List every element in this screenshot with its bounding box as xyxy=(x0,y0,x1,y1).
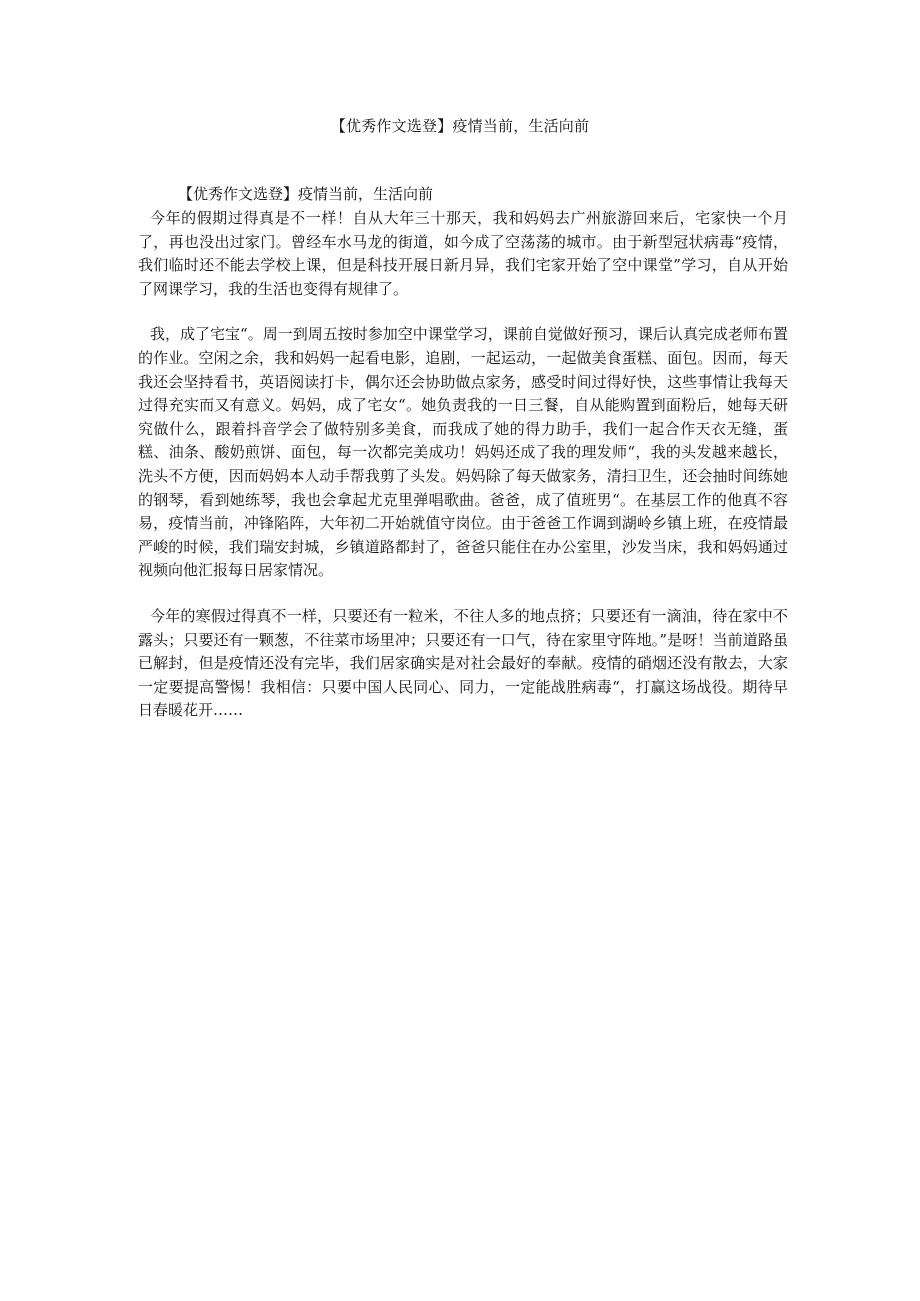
paragraph-spacer xyxy=(138,583,788,605)
document-title: 【优秀作文选登】疫情当前，生活向前 xyxy=(330,117,590,135)
article-subtitle: 【优秀作文选登】疫情当前，生活向前 xyxy=(178,185,434,203)
document-body xyxy=(138,183,788,723)
paragraph-1: 今年的假期过得真是不一样！自从大年三十那天，我和妈妈去广州旅游回来后，宅家快一个月了，再也没出过家门。曾经车水马龙的街道，如今成了空荡荡的城市。由于新型冠状病毒“疫情，我们临时还不能去学校上课，但是科技开展日新月异，我们宅家开始了空中课堂”学习，自从开始了网课学习，我的生活也变得有规律了。 xyxy=(138,209,788,298)
paragraph-3: 今年的寒假过得真不一样，只要还有一粒米，不往人多的地点挤；只要还有一滴油，待在家中不露头；只要还有一颗葱，不往菜市场里冲；只要还有一口气，待在家里守阵地。”是呀！当前道路虽已解封，但是疫情还没有完毕，我们居家确实是对社会最好的奉献。疫情的硝烟还没有散去，大家一定要提高警惕！我相信：只要中国人民同心、同力，一定能战胜病毒“，打赢这场战役。期待早日春暖花开…… xyxy=(138,606,788,720)
paragraph-spacer xyxy=(138,301,788,323)
paragraph-2: 我，成了宅宝“。周一到周五按时参加空中课堂学习，课前自觉做好预习，课后认真完成老师布置的作业。空闲之余，我和妈妈一起看电影，追剧，一起运动，一起做美食蛋糕、面包。因而，每天我还会坚持看书，英语阅读打卡，偶尔还会协助做点家务，感受时间过得好快，这些事情让我每天过得充实而又有意义。妈妈，成了宅女“。她负责我的一日三餐，自从能购置到面粉后，她每天研究做什么，跟着抖音学会了做特别多美食，而我成了她的得力助手，我们一起合作天衣无缝，蛋糕、油条、酸奶煎饼、面包，每一次都完美成功！妈妈还成了我的理发师“，我的头发越来越长，洗头不方便，因而妈妈本人动手帮我剪了头发。妈妈除了每天做家务，清扫卫生，还会抽时间练她的钢琴，看到她练琴，我也会拿起尤克里弹唱歌曲。爸爸，成了值班男“。在基层工作的他真不容易，疫情当前，冲锋陷阵，大年初二开始就值守岗位。由于爸爸工作调到湖岭乡镇上班，在疫情最严峻的时候，我们瑞安封城，乡镇道路都封了，爸爸只能住在办公室里，沙发当床，我和妈妈通过视频向他汇报每日居家情况。 xyxy=(138,325,788,580)
